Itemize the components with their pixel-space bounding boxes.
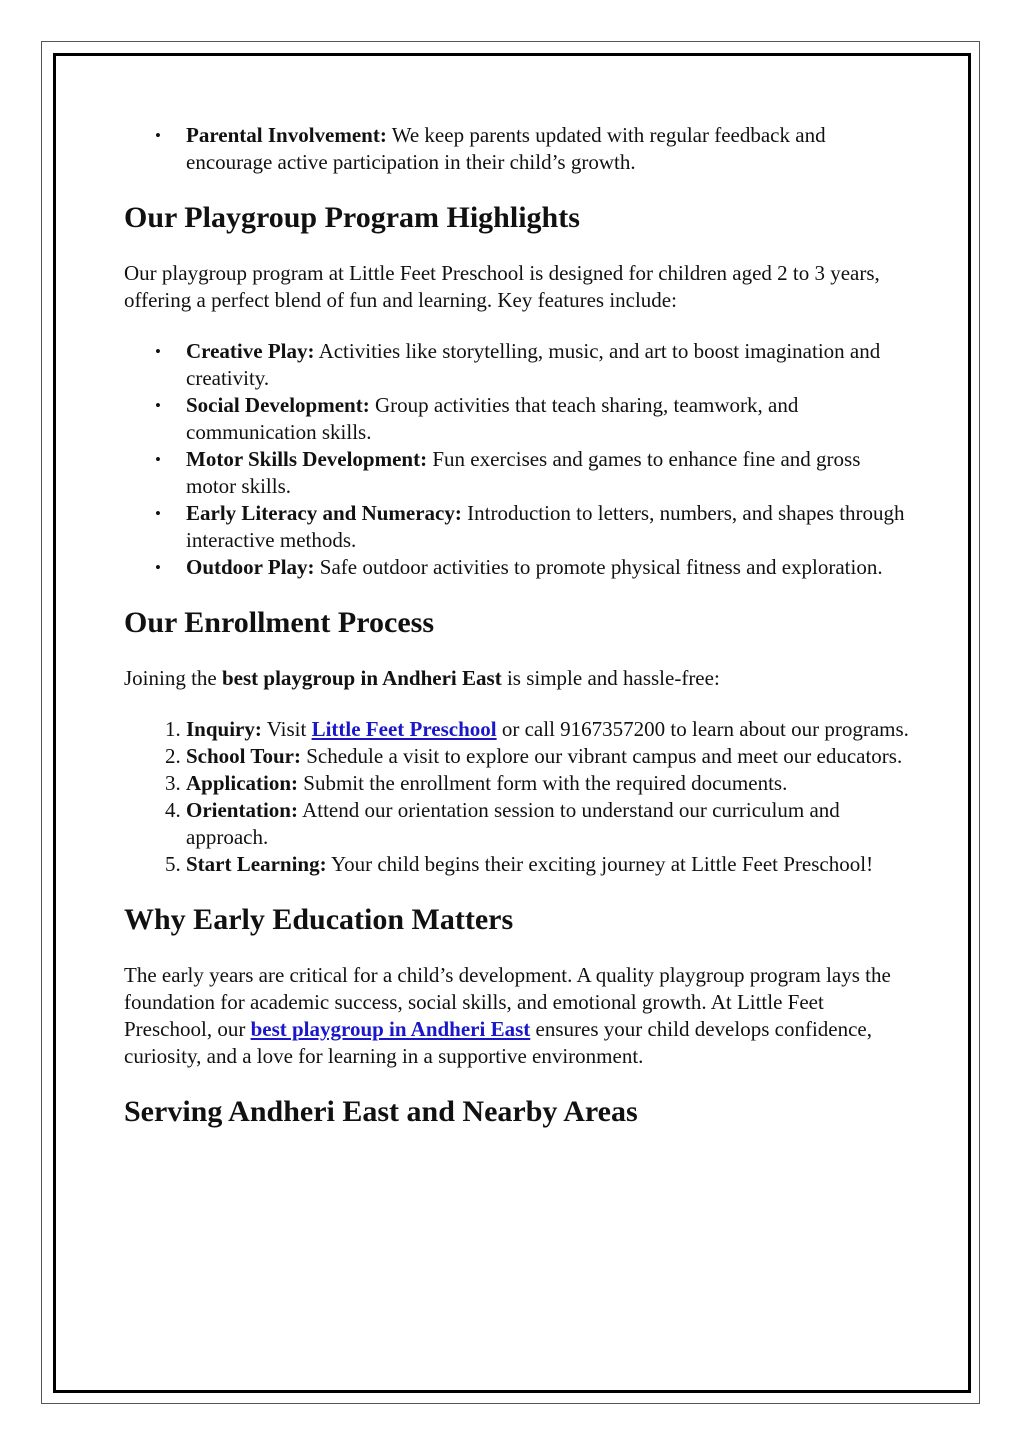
item-title: Parental Involvement: (186, 123, 387, 147)
item-text: Attend our orientation session to understand our curriculum and approach. (186, 798, 840, 849)
intro-bold-text: best playgroup in Andheri East (222, 666, 502, 690)
item-text: or call 9167357200 to learn about our programs. (496, 717, 909, 741)
enrollment-steps-list (124, 716, 914, 878)
item-title: Motor Skills Development: (186, 447, 428, 471)
document-content (124, 122, 914, 1130)
item-text: Activities like storytelling, music, and art to boost imagination and creativity. (186, 339, 881, 390)
why-paragraph (124, 962, 914, 1070)
section-heading-enrollment: Our Enrollment Process (124, 606, 434, 639)
list-item (186, 122, 914, 176)
list-item (186, 716, 914, 743)
intro-text: is simple and hassle-free: (501, 666, 720, 690)
item-text: Submit the enrollment form with the required documents. (298, 771, 788, 795)
intro-bullet-list (124, 122, 914, 176)
list-item (186, 338, 914, 392)
list-item (186, 797, 914, 851)
section-heading-highlights: Our Playgroup Program Highlights (124, 201, 580, 234)
section-heading-why: Why Early Education Matters (124, 903, 514, 936)
item-title: Application: (186, 771, 299, 795)
little-feet-preschool-link[interactable]: Little Feet Preschool (311, 717, 497, 741)
item-title: Creative Play: (186, 339, 315, 363)
item-title: Early Literacy and Numeracy: (186, 501, 462, 525)
item-title: Orientation: (186, 798, 298, 822)
item-text: Group activities that teach sharing, teamwork, and communication skills. (186, 393, 799, 444)
list-item (186, 770, 914, 797)
enrollment-intro (124, 665, 914, 692)
item-title: Start Learning: (186, 852, 327, 876)
item-title: Social Development: (186, 393, 370, 417)
item-text: Safe outdoor activities to promote physical fitness and exploration. (314, 555, 883, 579)
section-heading-serving: Serving Andheri East and Nearby Areas (124, 1095, 638, 1128)
item-text: Visit (261, 717, 312, 741)
item-title: Outdoor Play: (186, 555, 315, 579)
best-playgroup-link[interactable]: best playgroup in Andheri East (250, 1017, 531, 1041)
list-item (186, 743, 914, 770)
item-text: We keep parents updated with regular feedback and encourage active participation in their child’s growth. (186, 123, 826, 174)
item-text: Your child begins their exciting journey at Little Feet Preschool! (326, 852, 874, 876)
item-text: Introduction to letters, numbers, and shapes through interactive methods. (186, 501, 905, 552)
list-item (186, 500, 914, 554)
list-item (186, 554, 914, 581)
intro-text: Joining the (124, 666, 222, 690)
highlights-list (124, 338, 914, 581)
list-item (186, 392, 914, 446)
item-text: Schedule a visit to explore our vibrant campus and meet our educators. (300, 744, 903, 768)
item-text: Fun exercises and games to enhance fine and gross motor skills. (186, 447, 861, 498)
item-title: Inquiry: (186, 717, 262, 741)
paragraph-text: ensures your child develops confidence, curiosity, and a love for learning in a supportive environment. (124, 1017, 872, 1068)
highlights-intro: Our playgroup program at Little Feet Preschool is designed for children aged 2 to 3 years, offering a perfect blend of fun and learning. Key features include: (124, 261, 880, 312)
list-item (186, 851, 914, 878)
list-item (186, 446, 914, 500)
paragraph-text: The early years are critical for a child’s development. A quality playgroup program lays the foundation for academic success, social skills, and emotional growth. At Little Feet Preschool, our (124, 963, 891, 1041)
item-title: School Tour: (186, 744, 301, 768)
